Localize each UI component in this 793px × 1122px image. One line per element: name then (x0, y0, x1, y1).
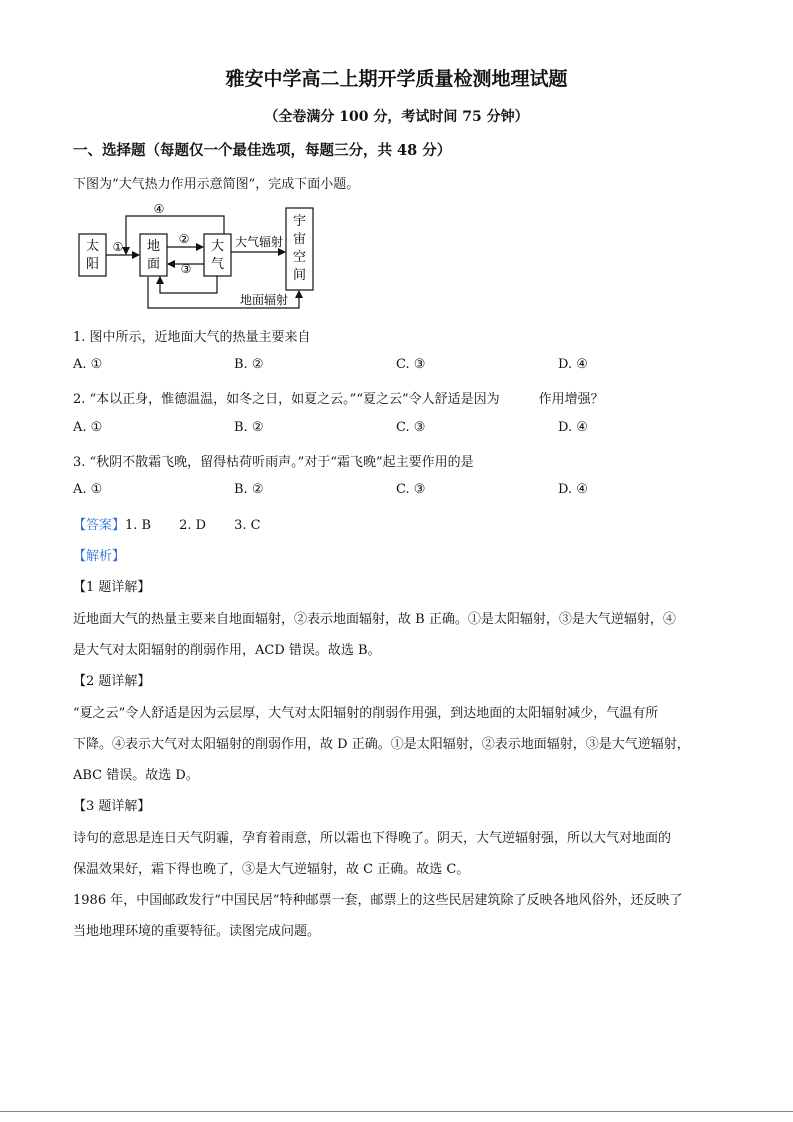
detail-2-line-1: “夏之云”令人舒适是因为云层厚，大气对太阳辐射的削弱作用强，到达地面的太阳辐射减少，气温有所 (73, 706, 659, 721)
atmosphere-label-1: 大 (210, 239, 225, 254)
detail-2-heading: 【2 题详解】 (73, 674, 151, 689)
q2-option-c: C. ③ (396, 420, 426, 435)
q3-option-c: C. ③ (396, 482, 426, 497)
q3-option-b: B. ② (234, 482, 264, 497)
detail-1-line-2: 是大气对太阳辐射的削弱作用，ACD 错误。故选 B。 (73, 643, 381, 658)
next-intro-line-2: 当地地理环境的重要特征。读图完成问题。 (73, 924, 321, 939)
detail-3-line-1: 诗句的意思是连日天气阴霾，孕育着雨意，所以霜也下得晚了。阴天，大气逆辐射强，所以大气对地面的 (73, 831, 672, 846)
atm-radiation-label: 大气辐射 (234, 235, 284, 249)
q3-option-a: A. ① (73, 482, 103, 497)
ground-label-1: 地 (146, 239, 161, 254)
q2-option-d: D. ④ (558, 420, 588, 435)
q2-option-a: A. ① (73, 420, 103, 435)
detail-1-heading: 【1 题详解】 (73, 580, 151, 595)
detail-1-line-1: 近地面大气的热量主要来自地面辐射，②表示地面辐射，故 B 正确。①是太阳辐射，③是大气逆辐射，④ (73, 612, 676, 627)
atmosphere-heat-diagram (74, 198, 334, 310)
ground-label-2: 面 (146, 257, 161, 272)
space-label-3: 空 (292, 250, 307, 265)
q2-option-b: B. ② (234, 420, 264, 435)
arrow-3-label: ③ (180, 262, 192, 276)
question-3-stem: 3. “秋阴不散霜飞晚，留得枯荷听雨声。”对于“霜飞晚”起主要作用的是 (73, 455, 474, 470)
ground-radiation-label: 地面辐射 (239, 293, 289, 307)
question-1-stem: 1. 图中所示，近地面大气的热量主要来自 (73, 330, 311, 345)
q1-option-c: C. ③ (396, 357, 426, 372)
question-2-stem: 2. “本以正身，惟德温温，如冬之日，如夏之云。”“夏之云”令人舒适是因为 作用增强？ (73, 392, 604, 407)
atmosphere-label-2: 气 (210, 257, 225, 272)
arrow-1-label: ① (112, 240, 124, 254)
answer-2: 2. D (179, 518, 207, 533)
q3-option-d: D. ④ (558, 482, 588, 497)
next-intro-line-1: 1986 年，中国邮政发行“中国民居”特种邮票一套，邮票上的这些民居建筑除了反映各地风俗外，还反映了 (73, 893, 683, 908)
lower-loop (160, 276, 217, 293)
exam-subtitle: （全卷满分 100 分，考试时间 75 分钟） (264, 109, 529, 125)
section-heading: 一、选择题（每题仅一个最佳选项，每题三分，共 48 分） (73, 142, 452, 159)
q1-option-b: B. ② (234, 357, 264, 372)
space-label-4: 间 (292, 268, 307, 283)
page-bottom-rule (0, 1111, 793, 1112)
q1-option-a: A. ① (73, 357, 103, 372)
detail-2-line-2: 下降。④表示大气对太阳辐射的削弱作用，故 D 正确。①是太阳辐射，②表示地面辐射，③是大气逆辐射， (73, 737, 690, 752)
detail-2-line-3: ABC 错误。故选 D。 (73, 768, 199, 783)
sun-label-2: 阳 (85, 257, 100, 272)
arrow-4-label: ④ (153, 202, 165, 216)
sun-label-1: 太 (85, 239, 100, 254)
q1-option-d: D. ④ (558, 357, 588, 372)
intro-text: 下图为“大气热力作用示意简图”，完成下面小题。 (73, 177, 360, 192)
detail-3-line-2: 保温效果好，霜下得也晚了，③是大气逆辐射，故 C 正确。故选 C。 (73, 862, 470, 877)
answer-line (73, 514, 261, 533)
answer-3: 3. C (234, 518, 261, 533)
detail-3-heading: 【3 题详解】 (73, 799, 151, 814)
answer-label: 【答案】 (73, 518, 126, 533)
page-title: 雅安中学高二上期开学质量检测地理试题 (225, 68, 568, 90)
arrow-2-label: ② (178, 232, 190, 246)
answer-1: 1. B (125, 518, 152, 533)
space-label-2: 宙 (292, 232, 307, 247)
space-label-1: 宇 (292, 214, 307, 229)
analysis-label: 【解析】 (73, 549, 126, 564)
